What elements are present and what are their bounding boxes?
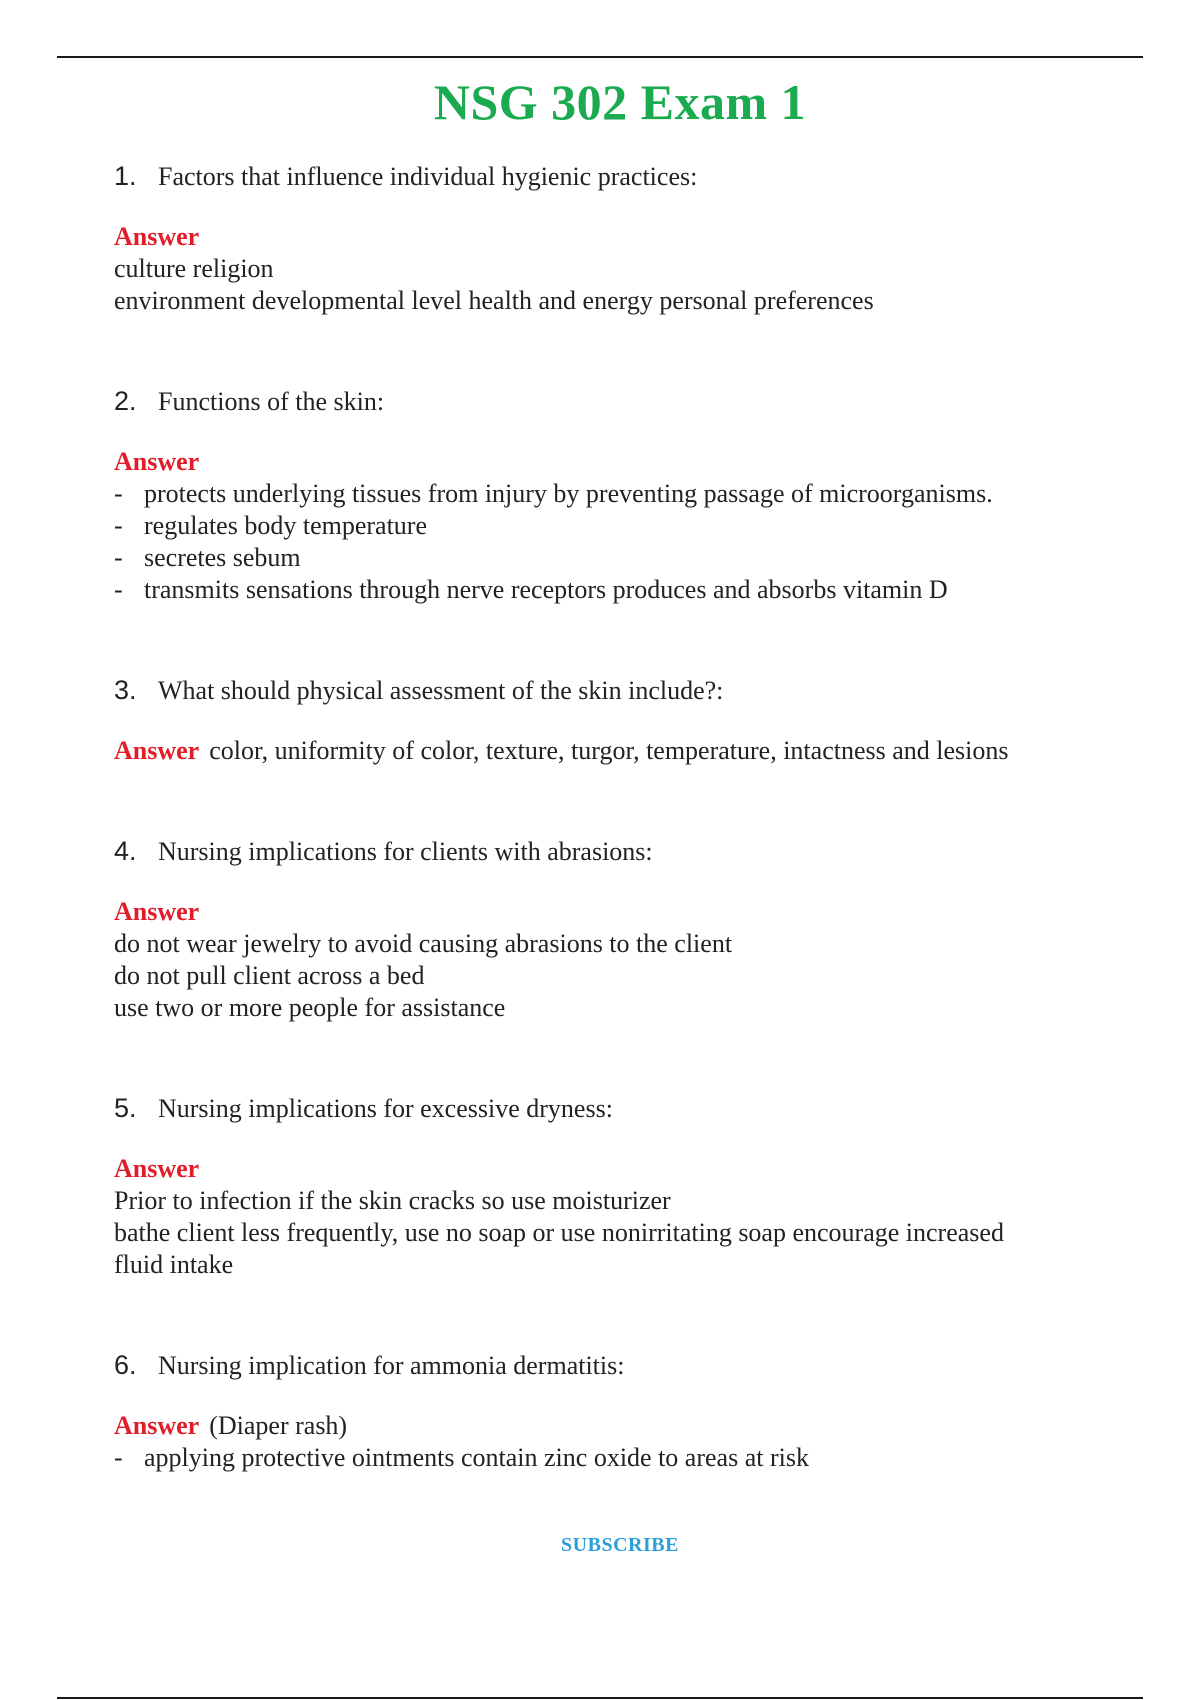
answer-line: fluid intake <box>114 1250 234 1279</box>
answer-label: Answer <box>114 1411 200 1440</box>
page-title: NSG 302 Exam 1 <box>433 74 807 130</box>
question-number: 3. <box>114 675 137 705</box>
bottom-rule <box>57 1697 1143 1699</box>
question-number: 4. <box>114 836 137 866</box>
answer-line: do not wear jewelry to avoid causing abrasions to the client <box>114 929 733 958</box>
answer-label: Answer <box>114 447 200 476</box>
answer-row <box>114 735 1114 767</box>
question-text: Nursing implications for excessive dryness: <box>158 1094 613 1123</box>
question-number: 1. <box>114 161 137 191</box>
qa-content <box>114 160 1114 1474</box>
question-6 <box>114 1349 1114 1382</box>
question-text: What should physical assessment of the skin include?: <box>158 676 724 705</box>
top-rule <box>57 56 1143 58</box>
answer-line: do not pull client across a bed <box>114 961 425 990</box>
answer-line: environment developmental level health and energy personal preferences <box>114 286 874 315</box>
question-1 <box>114 160 1114 193</box>
answer-label: Answer <box>114 736 200 765</box>
question-text: Functions of the skin: <box>158 387 385 416</box>
question-text: Nursing implications for clients with abrasions: <box>158 837 653 866</box>
answer-bullet: - protects underlying tissues from injury by preventing passage of microorganisms. <box>114 479 993 508</box>
answer-line: use two or more people for assistance <box>114 993 506 1022</box>
answer-line: culture religion <box>114 254 274 283</box>
answer-bullet: - secretes sebum <box>114 543 301 572</box>
question-text: Nursing implication for ammonia dermatitis: <box>158 1351 625 1380</box>
answer-line: bathe client less frequently, use no soap or use nonirritating soap encourage increased <box>114 1218 1004 1247</box>
question-3 <box>114 674 1114 707</box>
answer-bullet: - applying protective ointments contain zinc oxide to areas at risk <box>114 1443 809 1472</box>
question-5 <box>114 1092 1114 1125</box>
question-4 <box>114 835 1114 868</box>
question-number: 2. <box>114 386 137 416</box>
question-number: 5. <box>114 1093 137 1123</box>
answer-bullet: - regulates body temperature <box>114 511 427 540</box>
answer-label: Answer <box>114 897 200 926</box>
answer-row <box>114 1410 1114 1442</box>
answer-label: Answer <box>114 1154 200 1183</box>
answer-bullet: - transmits sensations through nerve receptors produces and absorbs vitamin D <box>114 575 948 604</box>
question-2 <box>114 385 1114 418</box>
answer-line: Prior to infection if the skin cracks so use moisturizer <box>114 1186 671 1215</box>
question-text: Factors that influence individual hygienic practices: <box>158 162 698 191</box>
subscribe-link[interactable]: SUBSCRIBE <box>561 1534 679 1556</box>
answer-inline: color, uniformity of color, texture, turgor, temperature, intactness and lesions <box>209 736 1009 765</box>
answer-label: Answer <box>114 222 200 251</box>
answer-inline: (Diaper rash) <box>209 1411 348 1440</box>
question-number: 6. <box>114 1350 137 1380</box>
